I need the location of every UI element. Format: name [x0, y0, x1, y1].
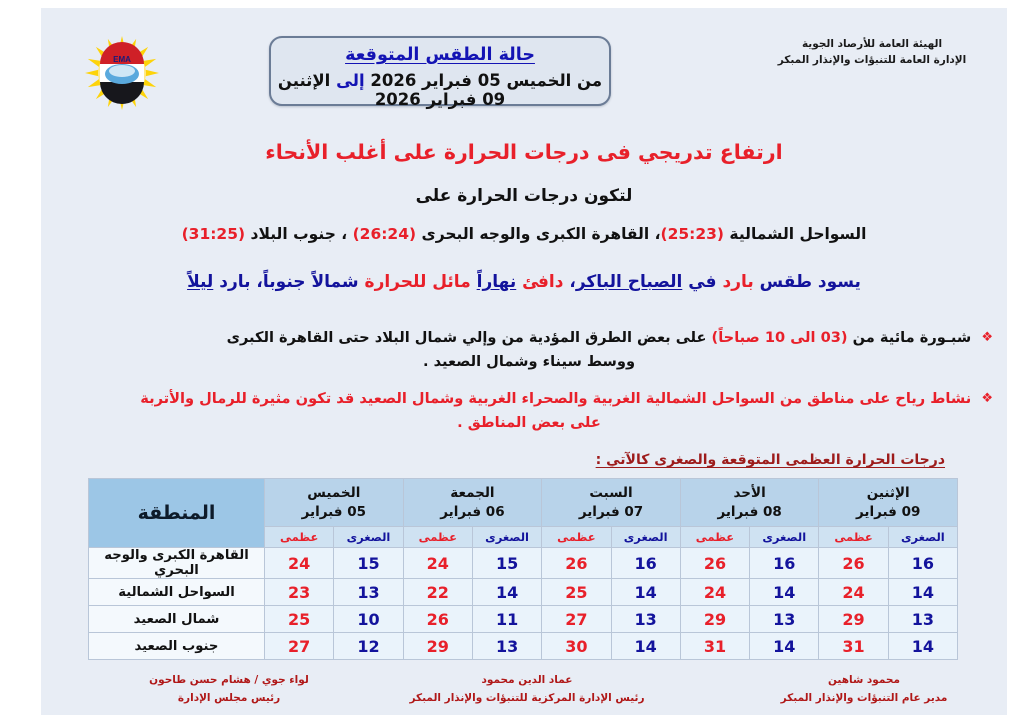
cell-region-r3: جنوب الصعيد — [89, 633, 265, 660]
signature-title: رئيس الإدارة المركزية للتنبؤات والإنذار المبكر — [409, 691, 645, 704]
subline-text: لتكون درجات الحرارة على — [415, 186, 633, 206]
table-body — [89, 548, 958, 660]
temperature-ranges — [41, 225, 1007, 243]
day-header-0: الخميس 05 فبراير — [265, 479, 404, 527]
range-coast-value: (25:23) — [660, 225, 725, 243]
cell-max-r3-d4: 31 — [819, 633, 888, 660]
daily-warm: دافئ — [522, 272, 564, 292]
forecast-page — [41, 8, 1007, 715]
cell-min-r0-d1: 15 — [472, 548, 541, 579]
table-caption: درجات الحرارة العظمى المتوقعة والصغرى كالآتي : — [595, 452, 945, 468]
cell-min-r3-d2: 14 — [611, 633, 680, 660]
range-cairo-value: (26:24) — [352, 225, 417, 243]
table-row — [89, 548, 958, 579]
cell-region-r0: القاهرة الكبرى والوجه البحري — [89, 548, 265, 579]
cell-min-r3-d4: 14 — [888, 633, 957, 660]
bullet-marker-icon: ❖ — [981, 391, 993, 406]
bullet-fog-hours: (03 الى 10 صباحاً) — [711, 329, 848, 346]
cell-max-r1-d1: 22 — [403, 579, 472, 606]
max-label-0: عظمى — [265, 527, 334, 548]
day-header-1: الجمعة 06 فبراير — [403, 479, 542, 527]
daily-prefix: يسود طقس — [759, 272, 861, 292]
day-header-3: الأحد 08 فبراير — [680, 479, 819, 527]
daily-cold: بارد — [722, 272, 754, 292]
range-coast-label: السواحل الشمالية — [729, 225, 867, 243]
max-label-4: عظمى — [819, 527, 888, 548]
min-label-2: الصغرى — [611, 527, 680, 548]
cell-min-r1-d3: 14 — [750, 579, 819, 606]
cell-region-r1: السواحل الشمالية — [89, 579, 265, 606]
max-label-3: عظمى — [680, 527, 749, 548]
cell-min-r1-d2: 14 — [611, 579, 680, 606]
forecast-period — [271, 71, 609, 109]
cell-max-r0-d3: 26 — [680, 548, 749, 579]
headline-text: ارتفاع تدريجي فى درجات الحرارة على أغلب الأنحاء — [265, 140, 783, 164]
cell-min-r1-d0: 13 — [334, 579, 403, 606]
cell-max-r0-d0: 24 — [265, 548, 334, 579]
daily-daytime: نهاراً — [476, 272, 517, 292]
cell-min-r2-d2: 13 — [611, 606, 680, 633]
title-box — [269, 36, 611, 109]
range-south-label: ، جنوب البلاد — [250, 225, 348, 243]
cell-max-r1-d0: 23 — [265, 579, 334, 606]
max-label-1: عظمى — [403, 527, 472, 548]
daily-tending-hot: مائل للحرارة — [364, 272, 471, 292]
period-from: من الخميس 05 فبراير 2026 — [370, 71, 603, 90]
max-label-2: عظمى — [542, 527, 611, 548]
bullet-marker-icon: ❖ — [981, 330, 993, 345]
day-header-2: السبت 07 فبراير — [542, 479, 681, 527]
min-label-1: الصغرى — [472, 527, 541, 548]
table-row — [89, 633, 958, 660]
bullet-fog-pre: شبـورة مائية من — [852, 329, 972, 346]
cell-max-r3-d0: 27 — [265, 633, 334, 660]
cell-min-r1-d4: 14 — [888, 579, 957, 606]
daily-comma-2: ، — [256, 272, 263, 292]
cell-max-r3-d2: 30 — [542, 633, 611, 660]
bullet-fog-post: على بعض الطرق المؤدية من وإلي شمال البلاد حتى القاهرة الكبرى — [226, 329, 707, 346]
cell-min-r2-d4: 13 — [888, 606, 957, 633]
table-row — [89, 579, 958, 606]
cell-max-r0-d4: 26 — [819, 548, 888, 579]
cell-min-r0-d4: 16 — [888, 548, 957, 579]
svg-text:EMA: EMA — [113, 55, 131, 64]
period-to: الإثنين 09 فبراير 2026 — [277, 71, 506, 109]
signature-title: مدير عام التنبؤات والإنذار المبكر — [780, 691, 948, 704]
cell-min-r3-d3: 14 — [750, 633, 819, 660]
range-cairo-label: ، القاهرة الكبرى والوجه البحرى — [421, 225, 661, 243]
cell-max-r2-d2: 27 — [542, 606, 611, 633]
table-header-days — [89, 479, 958, 527]
region-column-header: المنطقة — [89, 479, 265, 548]
authority-line-1: الهيئة العامة للأرصاد الجوية — [801, 38, 943, 50]
signature-name: محمود شاهين — [827, 674, 901, 686]
cell-min-r2-d1: 11 — [472, 606, 541, 633]
ema-logo-icon — [77, 34, 167, 112]
cell-max-r1-d2: 25 — [542, 579, 611, 606]
signature-central-head — [377, 672, 677, 708]
cell-min-r0-d3: 16 — [750, 548, 819, 579]
daily-comma-1: ، — [569, 272, 576, 292]
authority-line-2: الإدارة العامة للتنبؤات والإنذار المبكر — [777, 54, 967, 67]
daily-morning: الصباح الباكر — [575, 272, 683, 292]
min-label-3: الصغرى — [750, 527, 819, 548]
cell-min-r2-d0: 10 — [334, 606, 403, 633]
min-label-0: الصغرى — [334, 527, 403, 548]
cell-max-r0-d1: 24 — [403, 548, 472, 579]
bullet-wind-tail: على بعض المناطق . — [457, 413, 601, 431]
cell-min-r1-d1: 14 — [472, 579, 541, 606]
cell-min-r3-d0: 12 — [334, 633, 403, 660]
cell-min-r2-d3: 13 — [750, 606, 819, 633]
min-label-4: الصغرى — [888, 527, 957, 548]
signature-general-manager — [729, 672, 999, 708]
cell-min-r3-d1: 13 — [472, 633, 541, 660]
forecast-sheet — [41, 8, 1007, 715]
page-header — [41, 20, 1007, 120]
cell-max-r2-d4: 29 — [819, 606, 888, 633]
range-south-value: (31:25) — [181, 225, 246, 243]
cell-max-r1-d3: 24 — [680, 579, 749, 606]
daily-night: ليلاً — [187, 272, 214, 292]
daily-cold-night: بارد — [219, 272, 251, 292]
daily-north: شمالاً — [311, 272, 359, 292]
page-title: حالة الطقس المتوقعة — [345, 45, 535, 65]
bullet-fog — [65, 326, 993, 373]
cell-min-r0-d2: 16 — [611, 548, 680, 579]
signature-title: رئيس مجلس الإدارة — [177, 691, 281, 704]
signature-name: لواء جوي / هشام حسن طاحون — [149, 674, 309, 686]
cell-max-r3-d1: 29 — [403, 633, 472, 660]
authority-name — [747, 36, 997, 69]
bullet-wind — [65, 387, 993, 434]
cell-region-r2: شمال الصعيد — [89, 606, 265, 633]
forecast-table — [88, 478, 958, 660]
daily-conditions — [41, 272, 1007, 292]
cell-max-r2-d3: 29 — [680, 606, 749, 633]
cell-max-r2-d1: 26 — [403, 606, 472, 633]
cell-max-r1-d4: 24 — [819, 579, 888, 606]
bullet-wind-text: نشاط رياح على مناطق من السواحل الشمالية الغربية والصحراء الغربية وشمال الصعيد قد تكون مثيرة للرمال والأتربة — [140, 390, 972, 407]
daily-south: جنوباً — [262, 272, 306, 292]
cell-max-r0-d2: 26 — [542, 548, 611, 579]
period-connector: إلى — [336, 71, 365, 90]
cell-max-r2-d0: 25 — [265, 606, 334, 633]
cell-max-r3-d3: 31 — [680, 633, 749, 660]
daily-in: في — [688, 272, 717, 292]
table-row — [89, 606, 958, 633]
signature-name: عماد الدين محمود — [481, 674, 573, 686]
day-header-4: الإثنين 09 فبراير — [819, 479, 958, 527]
signature-chairman — [79, 672, 379, 708]
bullet-fog-tail: ووسط سيناء وشمال الصعيد . — [422, 352, 636, 370]
cell-min-r0-d0: 15 — [334, 548, 403, 579]
